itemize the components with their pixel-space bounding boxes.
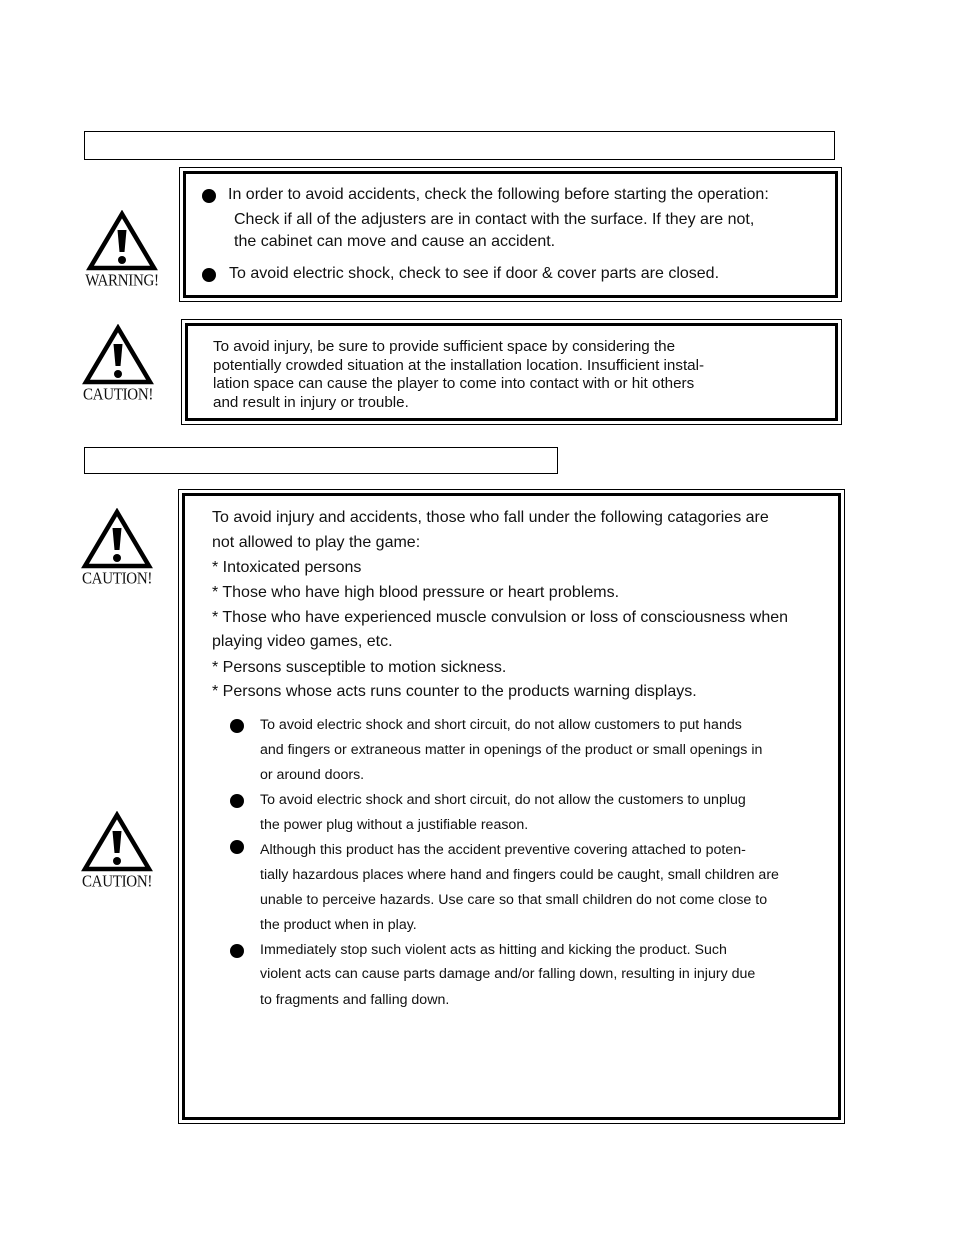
caution-sign xyxy=(80,324,156,404)
intro-line8: * Persons whose acts runs counter to the products warning displays. xyxy=(212,683,697,700)
caution-triangle-icon xyxy=(81,811,153,873)
caution-line4: and result in injury or trouble. xyxy=(213,394,409,411)
bullet-dot-icon xyxy=(230,840,244,854)
intro-line6: playing video games, etc. xyxy=(212,633,393,650)
intro-line1: To avoid injury and accidents, those who fall under the following catagories are xyxy=(212,509,769,526)
caution-label: CAUTION! xyxy=(81,872,153,892)
bullet1-line1: To avoid electric shock and short circuit, do not allow customers to put hands xyxy=(260,717,742,733)
intro-line7: * Persons susceptible to motion sickness. xyxy=(212,659,507,676)
bullet-dot-icon xyxy=(230,944,244,958)
intro-line3: * Intoxicated persons xyxy=(212,559,362,576)
bullet3-line1: Although this product has the accident preventive covering attached to poten- xyxy=(260,842,746,858)
bullet3-line4: the product when in play. xyxy=(260,917,417,933)
caution-sign xyxy=(79,811,155,891)
section-header-operation xyxy=(84,447,558,474)
bullet2-line1: To avoid electric shock and short circuit, do not allow the customers to unplug xyxy=(260,792,746,808)
intro-line5: * Those who have experienced muscle convulsion or loss of consciousness when xyxy=(212,609,789,626)
caution-line2: potentially crowded situation at the installation location. Insufficient instal- xyxy=(213,357,705,374)
caution-box-space xyxy=(181,319,842,425)
bullet-dot-icon xyxy=(202,189,216,203)
warning-item1-line3: the cabinet can move and cause an accident. xyxy=(234,233,556,250)
bullet-dot-icon xyxy=(230,719,244,733)
caution-label: CAUTION! xyxy=(82,385,154,405)
caution-label: CAUTION! xyxy=(81,569,153,589)
warning-item2: To avoid electric shock, check to see if door & cover parts are closed. xyxy=(229,265,720,282)
intro-line2: not allowed to play the game: xyxy=(212,534,421,551)
caution-line1: To avoid injury, be sure to provide sufficient space by considering the xyxy=(213,338,676,355)
bullet-dot-icon xyxy=(202,268,216,282)
section-header-installation xyxy=(84,131,835,160)
caution-triangle-icon xyxy=(81,508,153,570)
caution-box-players xyxy=(178,489,845,1124)
bullet-dot-icon xyxy=(230,794,244,808)
bullet4-line1: Immediately stop such violent acts as hitting and kicking the product. Such xyxy=(260,942,727,958)
intro-line4: * Those who have high blood pressure or heart problems. xyxy=(212,584,620,601)
bullet1-line2: and fingers or extraneous matter in openings of the product or small openings in xyxy=(260,742,763,758)
caution-triangle-icon xyxy=(82,324,154,386)
caution-line3: lation space can cause the player to come into contact with or hit others xyxy=(213,375,695,392)
bullet3-line2: tially hazardous places where hand and fingers could be caught, small children are xyxy=(260,867,779,883)
bullet3-line3: unable to perceive hazards. Use care so that small children do not come close to xyxy=(260,892,768,908)
warning-box xyxy=(179,167,842,302)
bullet4-line3: to fragments and falling down. xyxy=(260,992,450,1008)
warning-sign xyxy=(84,210,160,290)
warning-label: WARNING! xyxy=(85,271,159,291)
bullet4-line2: violent acts can cause parts damage and/or falling down, resulting in injury due xyxy=(260,966,756,982)
bullet2-line2: the power plug without a justifiable reason. xyxy=(260,817,529,833)
caution-sign xyxy=(79,508,155,588)
warning-item1-line1: In order to avoid accidents, check the following before starting the operation: xyxy=(228,186,769,203)
warning-triangle-icon xyxy=(86,210,158,272)
bullet1-line3: or around doors. xyxy=(260,767,365,783)
warning-item1-line2: Check if all of the adjusters are in contact with the surface. If they are not, xyxy=(234,211,755,228)
